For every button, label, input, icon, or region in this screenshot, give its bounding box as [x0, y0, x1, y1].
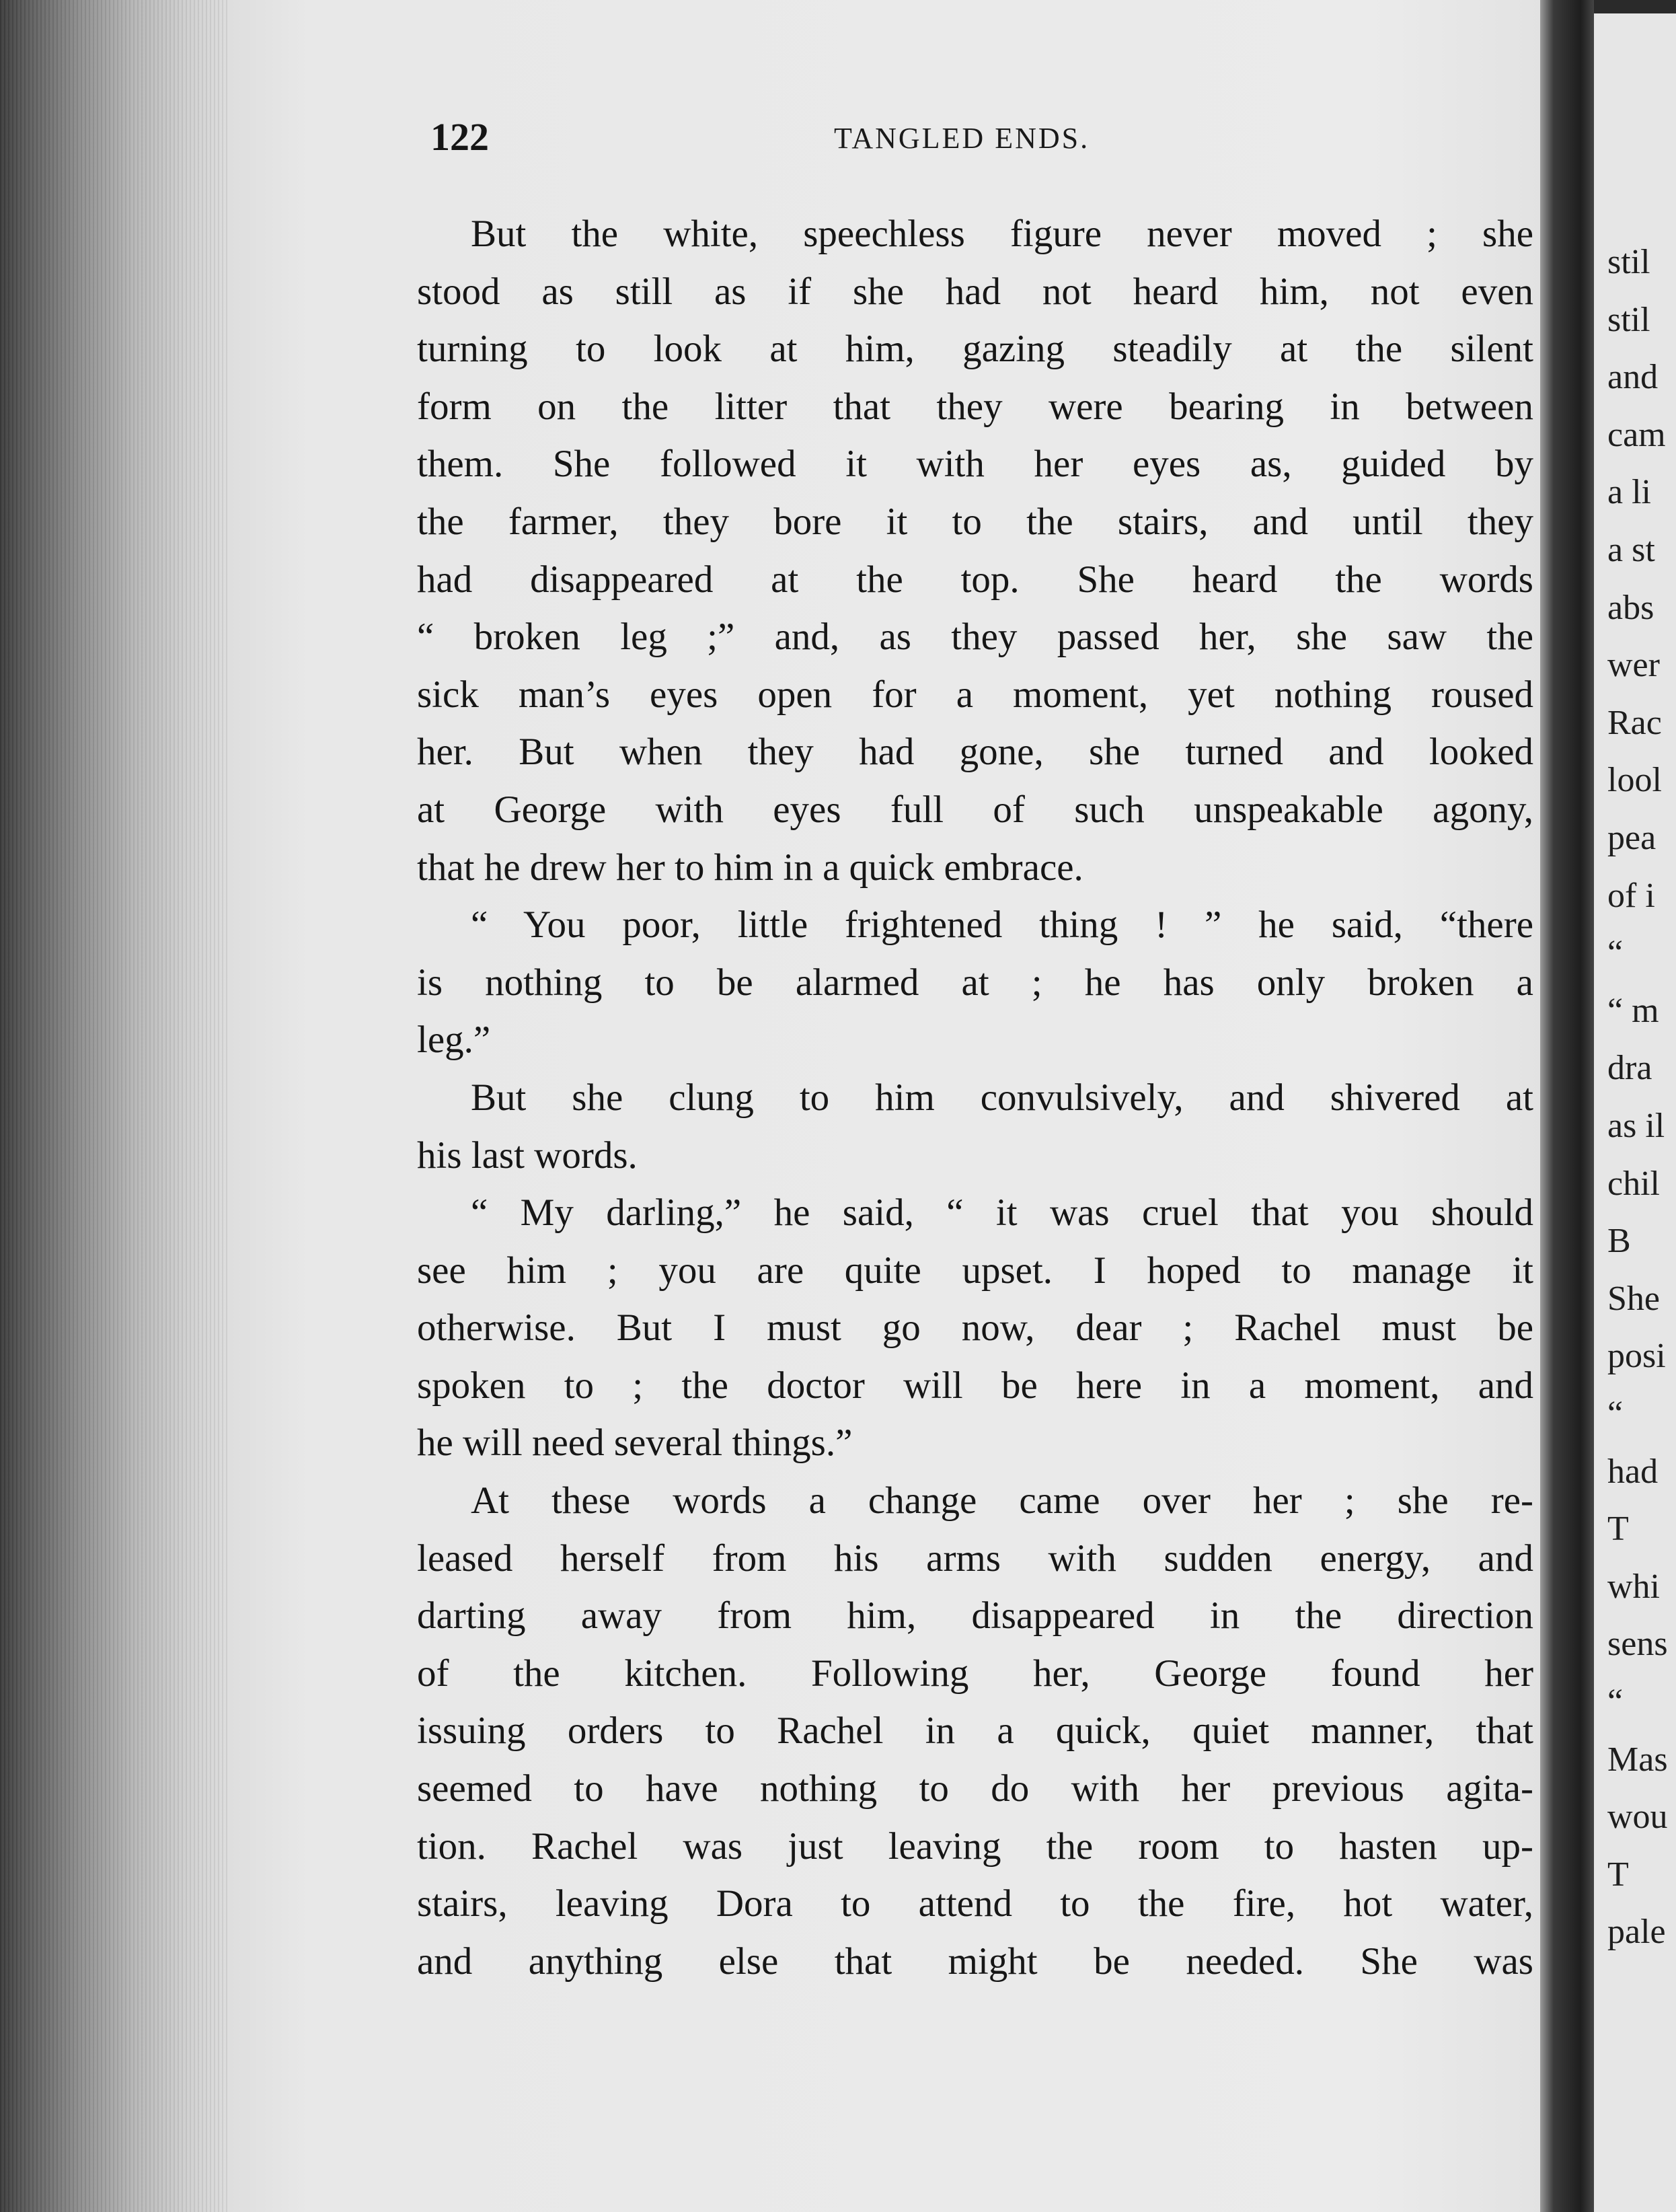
right-page-line: “	[1607, 1683, 1624, 1721]
text-line: had disappeared at the top. She heard the words	[417, 558, 1533, 601]
text-line: turning to look at him, gazing steadily at the silent	[417, 328, 1533, 371]
right-page-line: and	[1607, 358, 1659, 397]
right-page-fragment	[1594, 13, 1676, 2212]
text-line: “ You poor, little frightened thing ! ” he said, “there	[471, 904, 1533, 947]
stacked-page-edges	[0, 0, 229, 2212]
right-page-line: pea	[1607, 819, 1656, 857]
right-page-line: Mas	[1607, 1740, 1668, 1779]
body-text	[417, 205, 1533, 1990]
right-page-line: “	[1607, 934, 1624, 973]
text-line: But she clung to him convulsively, and shivered at	[471, 1076, 1533, 1119]
text-line: “ broken leg ;” and, as they passed her, she saw the	[417, 616, 1533, 659]
text-line: stairs, leaving Dora to attend to the fire, hot water,	[417, 1882, 1533, 1925]
right-page-line: sens	[1607, 1625, 1668, 1664]
text-line: her. But when they had gone, she turned and looked	[417, 731, 1533, 774]
text-line: the farmer, they bore it to the stairs, and until they	[417, 500, 1533, 543]
text-line: form on the litter that they were bearing in between	[417, 385, 1533, 428]
right-page-line: stil	[1607, 243, 1650, 281]
text-line: darting away from him, disappeared in the direction	[417, 1594, 1533, 1637]
right-page-line: of i	[1607, 876, 1655, 915]
right-page-line: as il	[1607, 1107, 1665, 1145]
right-page-line: lool	[1607, 761, 1662, 800]
text-line: at George with eyes full of such unspeakable agony,	[417, 788, 1533, 831]
right-page-line: whi	[1607, 1567, 1660, 1606]
text-line: stood as still as if she had not heard him, not even	[417, 270, 1533, 313]
right-page-line: “	[1607, 1395, 1624, 1433]
text-line: spoken to ; the doctor will be here in a moment, and	[417, 1364, 1533, 1407]
book-gutter	[1540, 0, 1594, 2212]
text-line: and anything else that might be needed. She was	[417, 1940, 1533, 1983]
right-page-line: She	[1607, 1279, 1660, 1318]
right-page-line: a li	[1607, 473, 1651, 512]
text-line: tion. Rachel was just leaving the room to hasten up-	[417, 1824, 1533, 1868]
right-page-line: abs	[1607, 588, 1654, 627]
right-page-line: cam	[1607, 415, 1666, 454]
right-page-line: a st	[1607, 531, 1655, 569]
right-page-line: dra	[1607, 1049, 1652, 1088]
text-line: that he drew her to him in a quick embrace.	[417, 846, 1083, 889]
right-page-line: “ m	[1607, 991, 1659, 1030]
text-line: see him ; you are quite upset. I hoped to manage it	[417, 1249, 1533, 1292]
text-line: his last words.	[417, 1134, 638, 1177]
page-header	[430, 114, 1533, 168]
text-line: At these words a change came over her ; she re-	[471, 1479, 1533, 1522]
page-number: 122	[430, 115, 489, 159]
text-line: seemed to have nothing to do with her previous agita-	[417, 1767, 1533, 1810]
right-page-line: wer	[1607, 646, 1660, 685]
text-line: otherwise. But I must go now, dear ; Rachel must be	[417, 1306, 1533, 1350]
text-line: is nothing to be alarmed at ; he has only broken a	[417, 961, 1533, 1004]
text-line: them. She followed it with her eyes as, guided by	[417, 443, 1533, 486]
text-line: sick man’s eyes open for a moment, yet nothing roused	[417, 673, 1533, 716]
right-page-line: T	[1607, 1855, 1629, 1894]
right-page-line: chil	[1607, 1164, 1660, 1203]
text-line: leased herself from his arms with sudden energy, and	[417, 1537, 1533, 1580]
right-page-line: Rac	[1607, 703, 1662, 742]
text-line: issuing orders to Rachel in a quick, quiet manner, that	[417, 1709, 1533, 1753]
right-page-line: B	[1607, 1222, 1631, 1261]
right-page-line: pale	[1607, 1913, 1666, 1952]
right-page-line: posi	[1607, 1337, 1666, 1376]
text-line: he will need several things.”	[417, 1422, 853, 1465]
right-page-line: T	[1607, 1510, 1629, 1549]
running-title: TANGLED ENDS.	[834, 122, 1090, 155]
text-line: of the kitchen. Following her, George found her	[417, 1652, 1533, 1695]
right-page-line: stil	[1607, 300, 1650, 339]
text-line: But the white, speechless figure never moved ; she	[471, 213, 1533, 255]
right-page-line: wou	[1607, 1798, 1668, 1837]
text-line: leg.”	[417, 1019, 491, 1062]
text-line: “ My darling,” he said, “ it was cruel that you should	[471, 1191, 1533, 1234]
right-page-line: had	[1607, 1452, 1659, 1491]
